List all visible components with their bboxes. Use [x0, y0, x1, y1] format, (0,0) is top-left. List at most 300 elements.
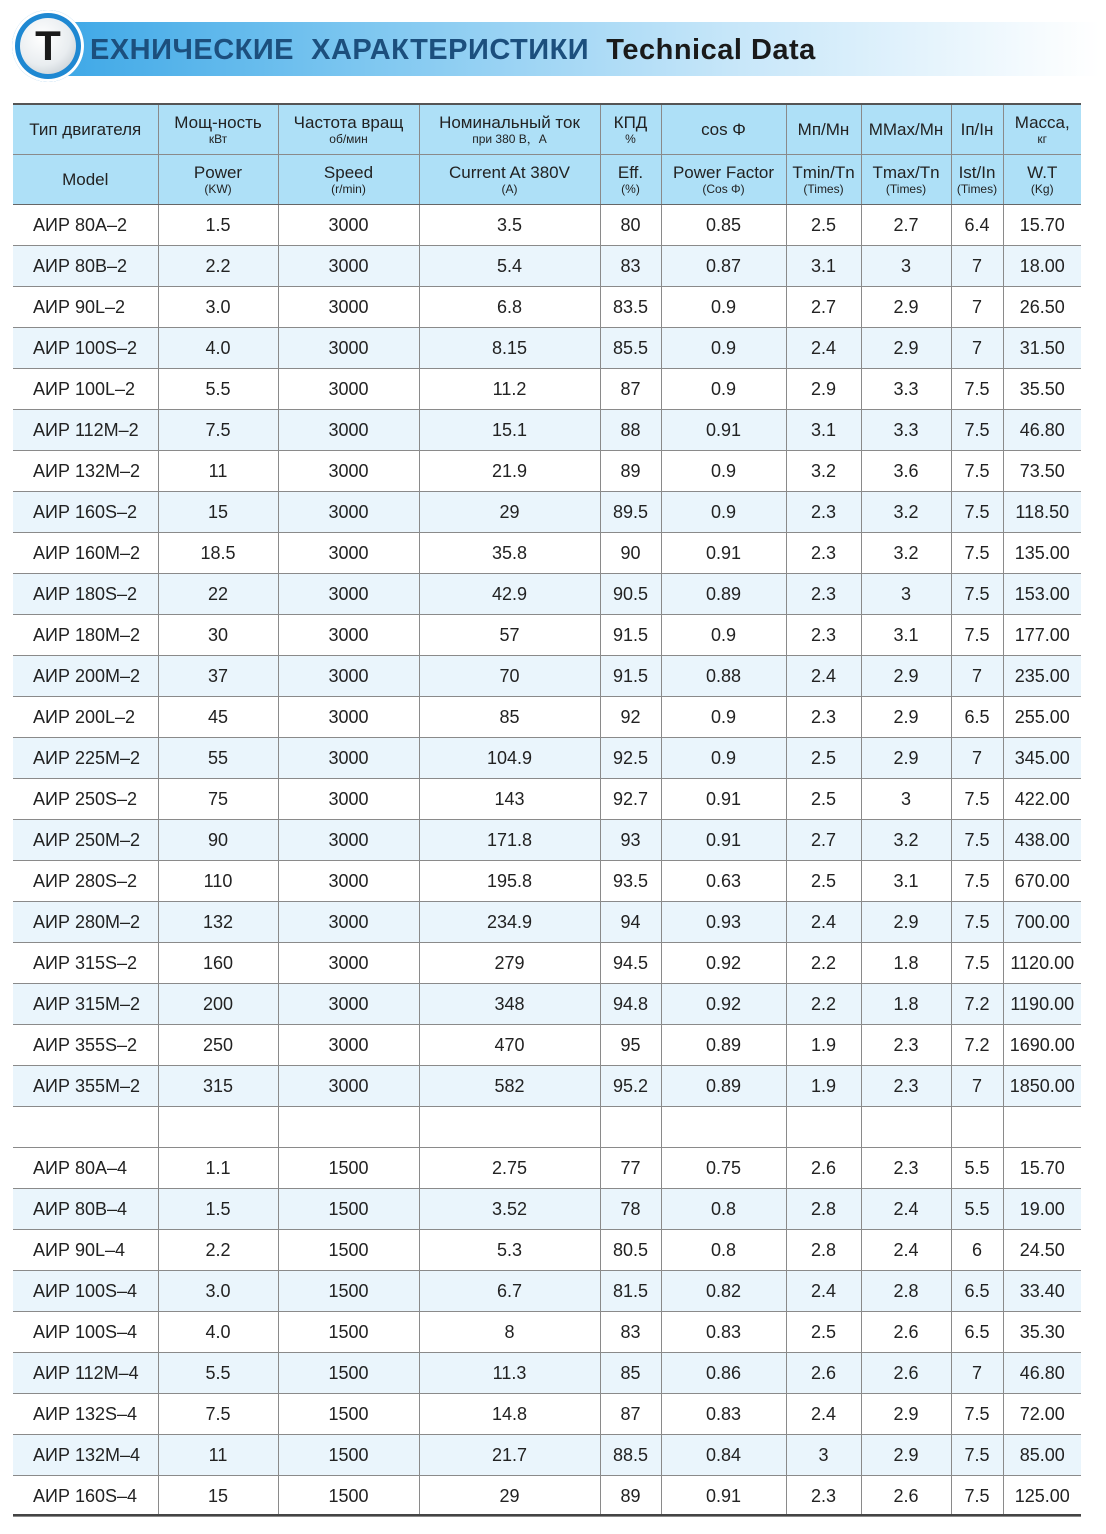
value-cell: 87 — [600, 1394, 661, 1435]
value-cell: 1500 — [278, 1148, 419, 1189]
value-cell: 0.9 — [661, 369, 786, 410]
value-cell: 7.5 — [951, 1394, 1003, 1435]
value-cell: 2.9 — [861, 697, 951, 738]
value-cell: 1120.00 — [1003, 943, 1081, 984]
value-cell: 7.2 — [951, 1025, 1003, 1066]
model-cell: АИР 100L–2 — [13, 369, 158, 410]
value-cell: 0.84 — [661, 1435, 786, 1476]
column-header-en-label: W.T — [1027, 163, 1058, 182]
column-header-en-label: Tmin/Tn — [792, 163, 855, 182]
value-cell: 3.2 — [861, 533, 951, 574]
table-row — [13, 779, 1081, 820]
value-cell: 33.40 — [1003, 1271, 1081, 1312]
value-cell: 3.3 — [861, 369, 951, 410]
value-cell: 0.63 — [661, 861, 786, 902]
value-cell: 0.89 — [661, 1025, 786, 1066]
value-cell: 348 — [419, 984, 600, 1025]
value-cell: 2.3 — [861, 1025, 951, 1066]
value-cell: 3 — [861, 779, 951, 820]
value-cell: 45 — [158, 697, 278, 738]
value-cell: 2.6 — [861, 1312, 951, 1353]
value-cell: 3.2 — [861, 820, 951, 861]
value-cell: 2.6 — [786, 1148, 861, 1189]
value-cell: 11.2 — [419, 369, 600, 410]
model-cell: АИР 355S–2 — [13, 1025, 158, 1066]
value-cell: 132 — [158, 902, 278, 943]
column-header-en-unit: (Times) — [803, 182, 844, 196]
value-cell: 92.7 — [600, 779, 661, 820]
column-header-ru — [861, 104, 951, 155]
value-cell: 2.75 — [419, 1148, 600, 1189]
value-cell: 200 — [158, 984, 278, 1025]
value-cell: 143 — [419, 779, 600, 820]
empty-cell — [1003, 1107, 1081, 1148]
empty-cell — [13, 1107, 158, 1148]
table-row — [13, 984, 1081, 1025]
value-cell: 83 — [600, 1312, 661, 1353]
value-cell: 2.2 — [158, 246, 278, 287]
value-cell: 1.8 — [861, 984, 951, 1025]
value-cell: 195.8 — [419, 861, 600, 902]
value-cell: 7.5 — [951, 451, 1003, 492]
value-cell: 2.6 — [861, 1476, 951, 1517]
value-cell: 30 — [158, 615, 278, 656]
model-cell: АИР 112M–4 — [13, 1353, 158, 1394]
value-cell: 0.8 — [661, 1189, 786, 1230]
model-cell: АИР 100S–2 — [13, 328, 158, 369]
value-cell: 670.00 — [1003, 861, 1081, 902]
column-header-ru-label: Iп/Iн — [960, 120, 994, 139]
value-cell: 1.9 — [786, 1025, 861, 1066]
value-cell: 1500 — [278, 1271, 419, 1312]
value-cell: 90.5 — [600, 574, 661, 615]
header-row-en — [13, 155, 1081, 205]
value-cell: 15 — [158, 492, 278, 533]
value-cell: 88.5 — [600, 1435, 661, 1476]
value-cell: 6.5 — [951, 1312, 1003, 1353]
value-cell: 5.5 — [158, 1353, 278, 1394]
column-header-ru-unit: кг — [1037, 132, 1048, 146]
value-cell: 89 — [600, 1476, 661, 1517]
value-cell: 94 — [600, 902, 661, 943]
column-header-ru — [278, 104, 419, 155]
value-cell: 2.2 — [786, 984, 861, 1025]
column-header-ru — [13, 104, 158, 155]
value-cell: 279 — [419, 943, 600, 984]
value-cell: 255.00 — [1003, 697, 1081, 738]
column-header-en — [13, 155, 158, 205]
title-badge — [12, 10, 84, 82]
value-cell: 1500 — [278, 1189, 419, 1230]
column-header-en-unit: (KW) — [204, 182, 232, 196]
value-cell: 15 — [158, 1476, 278, 1517]
value-cell: 5.5 — [158, 369, 278, 410]
value-cell: 0.9 — [661, 738, 786, 779]
value-cell: 0.85 — [661, 205, 786, 246]
column-header-en — [419, 155, 600, 205]
column-header-en-label: Ist/In — [958, 163, 996, 182]
column-header-ru — [419, 104, 600, 155]
column-header-ru-label: MMax/Mн — [868, 120, 944, 139]
value-cell: 2.4 — [786, 1271, 861, 1312]
value-cell: 2.3 — [786, 615, 861, 656]
value-cell: 85.00 — [1003, 1435, 1081, 1476]
model-cell: АИР 180M–2 — [13, 615, 158, 656]
value-cell: 3.2 — [861, 492, 951, 533]
table-row — [13, 492, 1081, 533]
empty-cell — [861, 1107, 951, 1148]
value-cell: 3000 — [278, 533, 419, 574]
value-cell: 4.0 — [158, 1312, 278, 1353]
table-row — [13, 1025, 1081, 1066]
value-cell: 582 — [419, 1066, 600, 1107]
table-row — [13, 1189, 1081, 1230]
value-cell: 29 — [419, 1476, 600, 1517]
table-row — [13, 1435, 1081, 1476]
column-header-en — [278, 155, 419, 205]
value-cell: 89 — [600, 451, 661, 492]
value-cell: 0.82 — [661, 1271, 786, 1312]
value-cell: 3000 — [278, 451, 419, 492]
table-body — [13, 205, 1081, 1517]
table-row — [13, 697, 1081, 738]
column-header-en-label: Power Factor — [672, 163, 775, 182]
value-cell: 7.5 — [951, 943, 1003, 984]
model-cell: АИР 250S–2 — [13, 779, 158, 820]
empty-cell — [419, 1107, 600, 1148]
value-cell: 92.5 — [600, 738, 661, 779]
column-header-ru-label: Mп/Mн — [797, 120, 850, 139]
value-cell: 2.5 — [786, 861, 861, 902]
value-cell: 3000 — [278, 369, 419, 410]
value-cell: 14.8 — [419, 1394, 600, 1435]
column-header-en — [158, 155, 278, 205]
table-row — [13, 615, 1081, 656]
column-header-en — [786, 155, 861, 205]
value-cell: 11 — [158, 1435, 278, 1476]
value-cell: 3000 — [278, 246, 419, 287]
value-cell: 0.75 — [661, 1148, 786, 1189]
value-cell: 18.00 — [1003, 246, 1081, 287]
model-cell: АИР 200L–2 — [13, 697, 158, 738]
value-cell: 81.5 — [600, 1271, 661, 1312]
value-cell: 7.5 — [951, 492, 1003, 533]
value-cell: 3.1 — [786, 246, 861, 287]
value-cell: 42.9 — [419, 574, 600, 615]
column-header-ru-label: Мощ-ность — [174, 113, 262, 132]
value-cell: 90 — [158, 820, 278, 861]
value-cell: 7.5 — [951, 902, 1003, 943]
value-cell: 3000 — [278, 287, 419, 328]
value-cell: 171.8 — [419, 820, 600, 861]
empty-cell — [786, 1107, 861, 1148]
model-cell: АИР 355M–2 — [13, 1066, 158, 1107]
value-cell: 70 — [419, 656, 600, 697]
value-cell: 15.1 — [419, 410, 600, 451]
value-cell: 0.91 — [661, 410, 786, 451]
table-row — [13, 1312, 1081, 1353]
column-header-en-label: Current At 380V — [449, 163, 570, 182]
value-cell: 2.8 — [861, 1271, 951, 1312]
value-cell: 6.5 — [951, 1271, 1003, 1312]
title-badge-letter: T — [20, 18, 76, 74]
value-cell: 3000 — [278, 1066, 419, 1107]
column-header-ru-label: Масса, — [1014, 113, 1070, 132]
value-cell: 7 — [951, 1353, 1003, 1394]
value-cell: 0.83 — [661, 1312, 786, 1353]
value-cell: 3000 — [278, 697, 419, 738]
value-cell: 46.80 — [1003, 1353, 1081, 1394]
value-cell: 7 — [951, 246, 1003, 287]
model-cell: АИР 80В–2 — [13, 246, 158, 287]
value-cell: 3.6 — [861, 451, 951, 492]
model-cell: АИР 160S–2 — [13, 492, 158, 533]
model-cell: АИР 132M–2 — [13, 451, 158, 492]
table-row — [13, 1230, 1081, 1271]
value-cell: 110 — [158, 861, 278, 902]
value-cell: 7.5 — [951, 574, 1003, 615]
header-row-ru — [13, 104, 1081, 155]
table-row — [13, 328, 1081, 369]
empty-cell — [951, 1107, 1003, 1148]
model-cell: АИР 90L–4 — [13, 1230, 158, 1271]
value-cell: 72.00 — [1003, 1394, 1081, 1435]
value-cell: 250 — [158, 1025, 278, 1066]
value-cell: 118.50 — [1003, 492, 1081, 533]
value-cell: 0.91 — [661, 820, 786, 861]
column-header-en-unit: (Kg) — [1030, 182, 1054, 196]
value-cell: 0.9 — [661, 697, 786, 738]
value-cell: 2.2 — [786, 943, 861, 984]
model-cell: АИР 100S–4 — [13, 1312, 158, 1353]
value-cell: 11.3 — [419, 1353, 600, 1394]
value-cell: 3000 — [278, 984, 419, 1025]
model-cell: АИР 132S–4 — [13, 1394, 158, 1435]
value-cell: 35.50 — [1003, 369, 1081, 410]
value-cell: 470 — [419, 1025, 600, 1066]
value-cell: 24.50 — [1003, 1230, 1081, 1271]
empty-cell — [158, 1107, 278, 1148]
value-cell: 8 — [419, 1312, 600, 1353]
column-header-en-unit: (r/min) — [331, 182, 366, 196]
value-cell: 7.5 — [951, 861, 1003, 902]
column-header-en-unit: (%) — [621, 182, 640, 196]
value-cell: 2.9 — [861, 656, 951, 697]
model-cell: АИР 90L–2 — [13, 287, 158, 328]
column-header-ru-label: Номинальный ток — [439, 113, 580, 132]
table-row — [13, 246, 1081, 287]
value-cell: 7 — [951, 738, 1003, 779]
value-cell: 0.86 — [661, 1353, 786, 1394]
value-cell: 125.00 — [1003, 1476, 1081, 1517]
value-cell: 3 — [861, 574, 951, 615]
value-cell: 2.8 — [786, 1189, 861, 1230]
value-cell: 0.83 — [661, 1394, 786, 1435]
column-header-ru — [661, 104, 786, 155]
table-row — [13, 369, 1081, 410]
value-cell: 80 — [600, 205, 661, 246]
table-row — [13, 410, 1081, 451]
value-cell: 3000 — [278, 943, 419, 984]
column-header-ru-label: Частота вращ — [293, 113, 404, 132]
page-title — [90, 29, 816, 71]
value-cell: 85 — [419, 697, 600, 738]
value-cell: 3000 — [278, 492, 419, 533]
value-cell: 0.9 — [661, 492, 786, 533]
value-cell: 2.3 — [861, 1066, 951, 1107]
value-cell: 2.3 — [786, 492, 861, 533]
table-row — [13, 1148, 1081, 1189]
column-header-en-label: Power — [193, 163, 243, 182]
value-cell: 0.93 — [661, 902, 786, 943]
value-cell: 438.00 — [1003, 820, 1081, 861]
value-cell: 1.1 — [158, 1148, 278, 1189]
table-row — [13, 1476, 1081, 1517]
value-cell: 3.2 — [786, 451, 861, 492]
table-row — [13, 820, 1081, 861]
column-header-ru-label: КПД — [613, 113, 648, 132]
value-cell: 2.5 — [786, 1312, 861, 1353]
table-row — [13, 1353, 1081, 1394]
value-cell: 2.3 — [786, 1476, 861, 1517]
value-cell: 15.70 — [1003, 205, 1081, 246]
value-cell: 2.9 — [861, 328, 951, 369]
value-cell: 7.5 — [158, 410, 278, 451]
column-header-en-label: Tmax/Tn — [872, 163, 940, 182]
column-header-ru — [158, 104, 278, 155]
value-cell: 94.8 — [600, 984, 661, 1025]
model-cell: АИР 100S–4 — [13, 1271, 158, 1312]
value-cell: 3000 — [278, 861, 419, 902]
value-cell: 3.1 — [861, 615, 951, 656]
value-cell: 91.5 — [600, 656, 661, 697]
table-row — [13, 205, 1081, 246]
value-cell: 37 — [158, 656, 278, 697]
value-cell: 8.15 — [419, 328, 600, 369]
value-cell: 2.9 — [861, 287, 951, 328]
model-cell: АИР 225M–2 — [13, 738, 158, 779]
value-cell: 6.4 — [951, 205, 1003, 246]
column-header-en — [661, 155, 786, 205]
value-cell: 2.8 — [786, 1230, 861, 1271]
value-cell: 2.6 — [861, 1353, 951, 1394]
value-cell: 1500 — [278, 1394, 419, 1435]
column-header-en — [861, 155, 951, 205]
value-cell: 2.4 — [786, 1394, 861, 1435]
value-cell: 7.5 — [951, 1435, 1003, 1476]
value-cell: 3.5 — [419, 205, 600, 246]
value-cell: 83 — [600, 246, 661, 287]
column-header-en-label: Speed — [323, 163, 374, 182]
value-cell: 7.5 — [951, 533, 1003, 574]
value-cell: 21.9 — [419, 451, 600, 492]
value-cell: 3000 — [278, 1025, 419, 1066]
value-cell: 35.8 — [419, 533, 600, 574]
model-cell: АИР 280S–2 — [13, 861, 158, 902]
value-cell: 2.4 — [786, 902, 861, 943]
value-cell: 0.91 — [661, 779, 786, 820]
value-cell: 3.1 — [786, 410, 861, 451]
value-cell: 3.1 — [861, 861, 951, 902]
column-header-ru-unit: % — [625, 132, 636, 146]
value-cell: 6.8 — [419, 287, 600, 328]
value-cell: 94.5 — [600, 943, 661, 984]
value-cell: 2.3 — [786, 533, 861, 574]
column-header-ru — [951, 104, 1003, 155]
table-row — [13, 1394, 1081, 1435]
table-row — [13, 1271, 1081, 1312]
value-cell: 75 — [158, 779, 278, 820]
value-cell: 11 — [158, 451, 278, 492]
page-title-en: Technical Data — [606, 34, 816, 66]
value-cell: 83.5 — [600, 287, 661, 328]
value-cell: 2.5 — [786, 738, 861, 779]
value-cell: 80.5 — [600, 1230, 661, 1271]
value-cell: 2.9 — [861, 738, 951, 779]
value-cell: 7.5 — [951, 779, 1003, 820]
table-row — [13, 287, 1081, 328]
value-cell: 4.0 — [158, 328, 278, 369]
value-cell: 1500 — [278, 1353, 419, 1394]
value-cell: 2.7 — [861, 205, 951, 246]
value-cell: 0.91 — [661, 1476, 786, 1517]
value-cell: 1500 — [278, 1476, 419, 1517]
value-cell: 0.9 — [661, 615, 786, 656]
column-header-en — [1003, 155, 1081, 205]
model-cell: АИР 80В–4 — [13, 1189, 158, 1230]
page-title-ru: ЕХНИЧЕСКИЕ ХАРАКТЕРИСТИКИ — [90, 34, 590, 66]
value-cell: 18.5 — [158, 533, 278, 574]
value-cell: 153.00 — [1003, 574, 1081, 615]
value-cell: 7.5 — [951, 820, 1003, 861]
value-cell: 57 — [419, 615, 600, 656]
value-cell: 2.4 — [861, 1189, 951, 1230]
model-cell: АИР 160M–2 — [13, 533, 158, 574]
value-cell: 2.3 — [786, 574, 861, 615]
value-cell: 1500 — [278, 1312, 419, 1353]
model-cell: АИР 200M–2 — [13, 656, 158, 697]
value-cell: 0.8 — [661, 1230, 786, 1271]
model-cell: АИР 315S–2 — [13, 943, 158, 984]
column-header-en — [600, 155, 661, 205]
value-cell: 3000 — [278, 615, 419, 656]
value-cell: 0.9 — [661, 287, 786, 328]
model-cell: АИР 112M–2 — [13, 410, 158, 451]
value-cell: 2.9 — [786, 369, 861, 410]
value-cell: 2.9 — [861, 1435, 951, 1476]
value-cell: 2.9 — [861, 902, 951, 943]
table-row — [13, 1066, 1081, 1107]
value-cell: 3000 — [278, 574, 419, 615]
value-cell: 3 — [861, 246, 951, 287]
value-cell: 3000 — [278, 656, 419, 697]
value-cell: 5.4 — [419, 246, 600, 287]
empty-cell — [600, 1107, 661, 1148]
value-cell: 2.4 — [786, 328, 861, 369]
value-cell: 2.4 — [786, 656, 861, 697]
section-spacer-row — [13, 1107, 1081, 1148]
column-header-en-unit: (A) — [501, 182, 518, 196]
value-cell: 234.9 — [419, 902, 600, 943]
value-cell: 2.5 — [786, 205, 861, 246]
value-cell: 90 — [600, 533, 661, 574]
value-cell: 7 — [951, 287, 1003, 328]
value-cell: 55 — [158, 738, 278, 779]
value-cell: 1500 — [278, 1230, 419, 1271]
value-cell: 21.7 — [419, 1435, 600, 1476]
value-cell: 73.50 — [1003, 451, 1081, 492]
value-cell: 0.87 — [661, 246, 786, 287]
